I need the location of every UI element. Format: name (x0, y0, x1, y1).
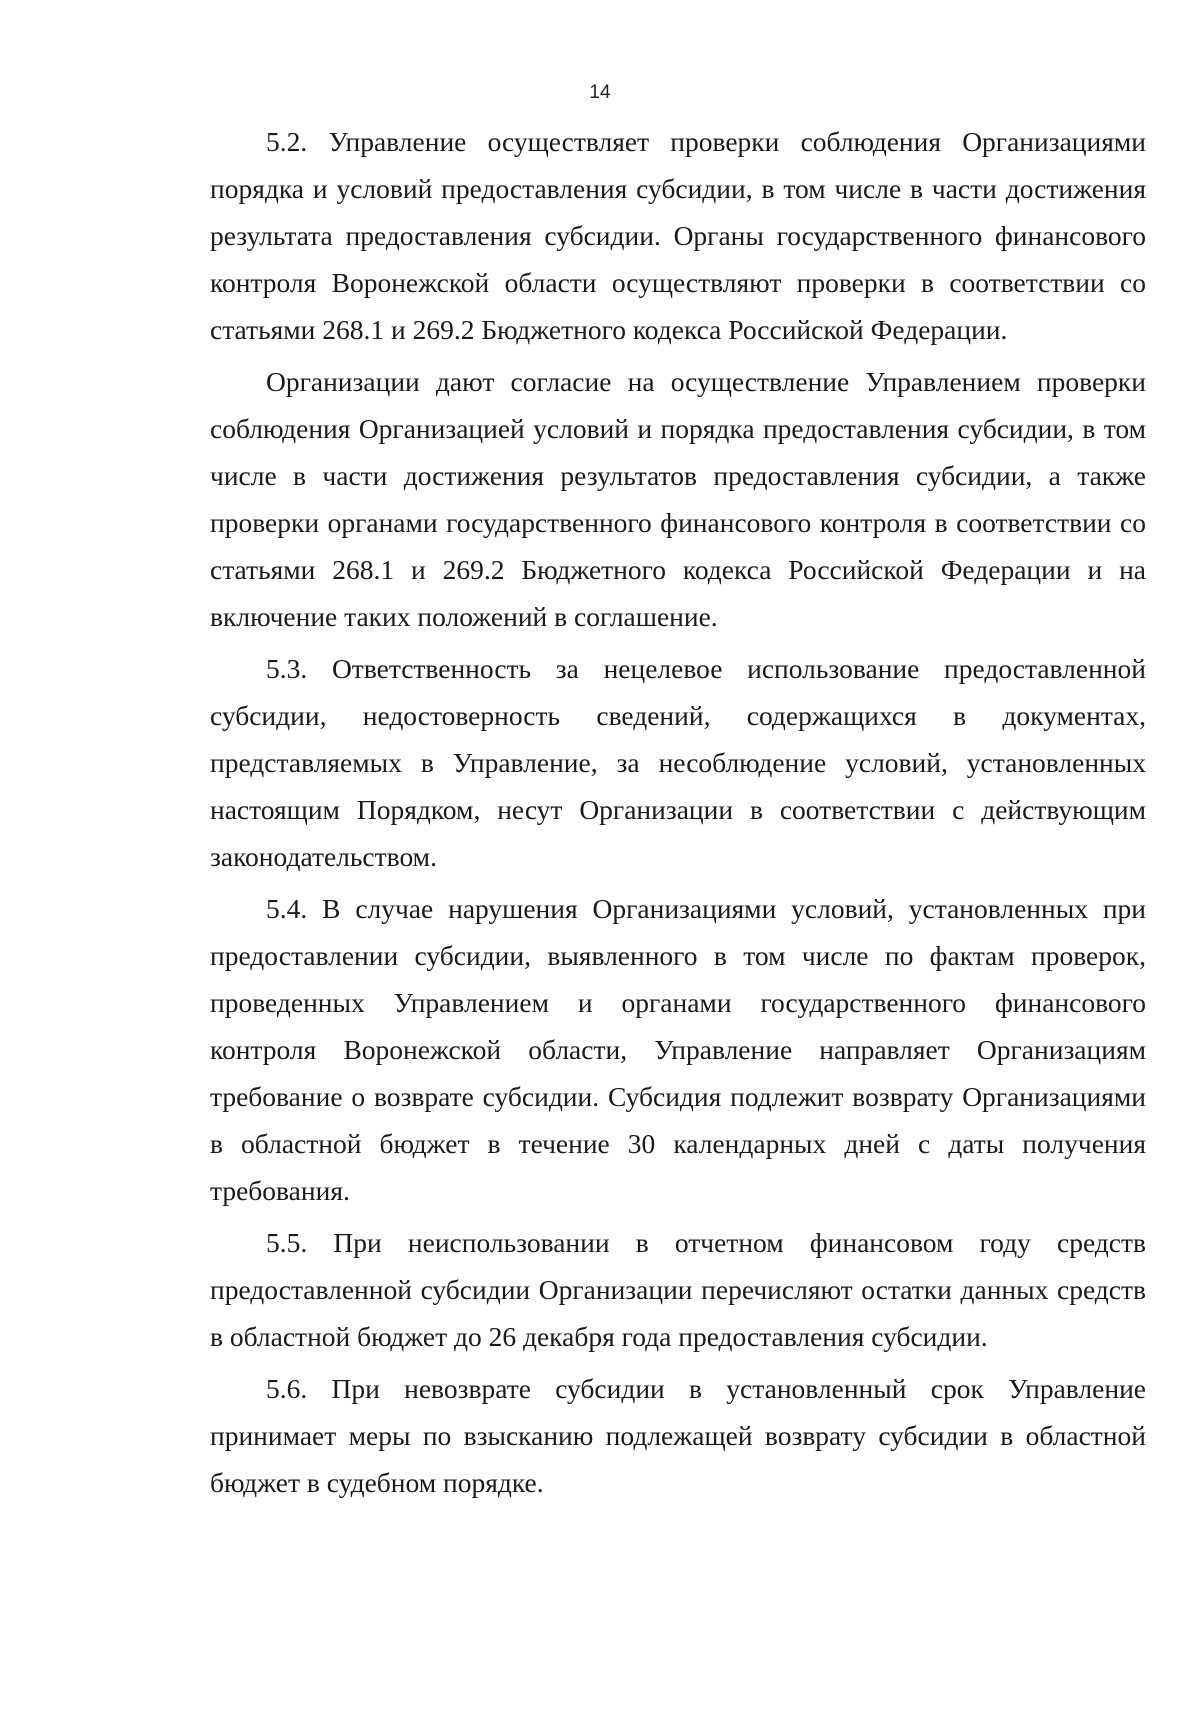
paragraph-5-5: 5.5. При неиспользовании в отчетном финансовом году средств предоставленной субсидии Организации перечисляют остатки данных средств в областной бюджет до 26 декабря года предоставления субсидии. (210, 1227, 1146, 1352)
paragraph-5-3: 5.3. Ответственность за нецелевое использование предоставленной субсидии, недостоверность сведений, содержащихся в документах, представляемых в Управление, за несоблюдение условий, установленных настоящим Порядком, несут Организации в соответствии с действующим законодательством. (210, 653, 1146, 872)
paragraph-5-2: 5.2. Управление осуществляет проверки соблюдения Организациями порядка и условий предоставления субсидии, в том числе в части достижения результата предоставления субсидии. Органы государственного финансового контроля Воронежской области осуществляют проверки в соответствии со статьями 268.1 и 269.2 Бюджетного кодекса Российской Федерации. (210, 126, 1146, 345)
paragraph-consent: Организации дают согласие на осуществление Управлением проверки соблюдения Организацией условий и порядка предоставления субсидии, в том числе в части достижения результатов предоставления субсидии, а также проверки органами государственного финансового контроля в соответствии со статьями 268.1 и 269.2 Бюджетного кодекса Российской Федерации и на включение таких положений в соглашение. (210, 366, 1146, 632)
paragraph-5-6: 5.6. При невозврате субсидии в установленный срок Управление принимает меры по взысканию подлежащей возврату субсидии в областной бюджет в судебном порядке. (210, 1373, 1146, 1498)
document-body (210, 118, 1146, 1509)
page-number: 14 (589, 82, 611, 103)
paragraph-5-4: 5.4. В случае нарушения Организациями условий, установленных при предоставлении субсидии, выявленного в том числе по фактам проверок, проведенных Управлением и органами государственного финансового контроля Воронежской области, Управление направляет Организациям требование о возврате субсидии. Субсидия подлежит возврату Организациями в областной бюджет в течение 30 календарных дней с даты получения требования. (210, 893, 1146, 1206)
